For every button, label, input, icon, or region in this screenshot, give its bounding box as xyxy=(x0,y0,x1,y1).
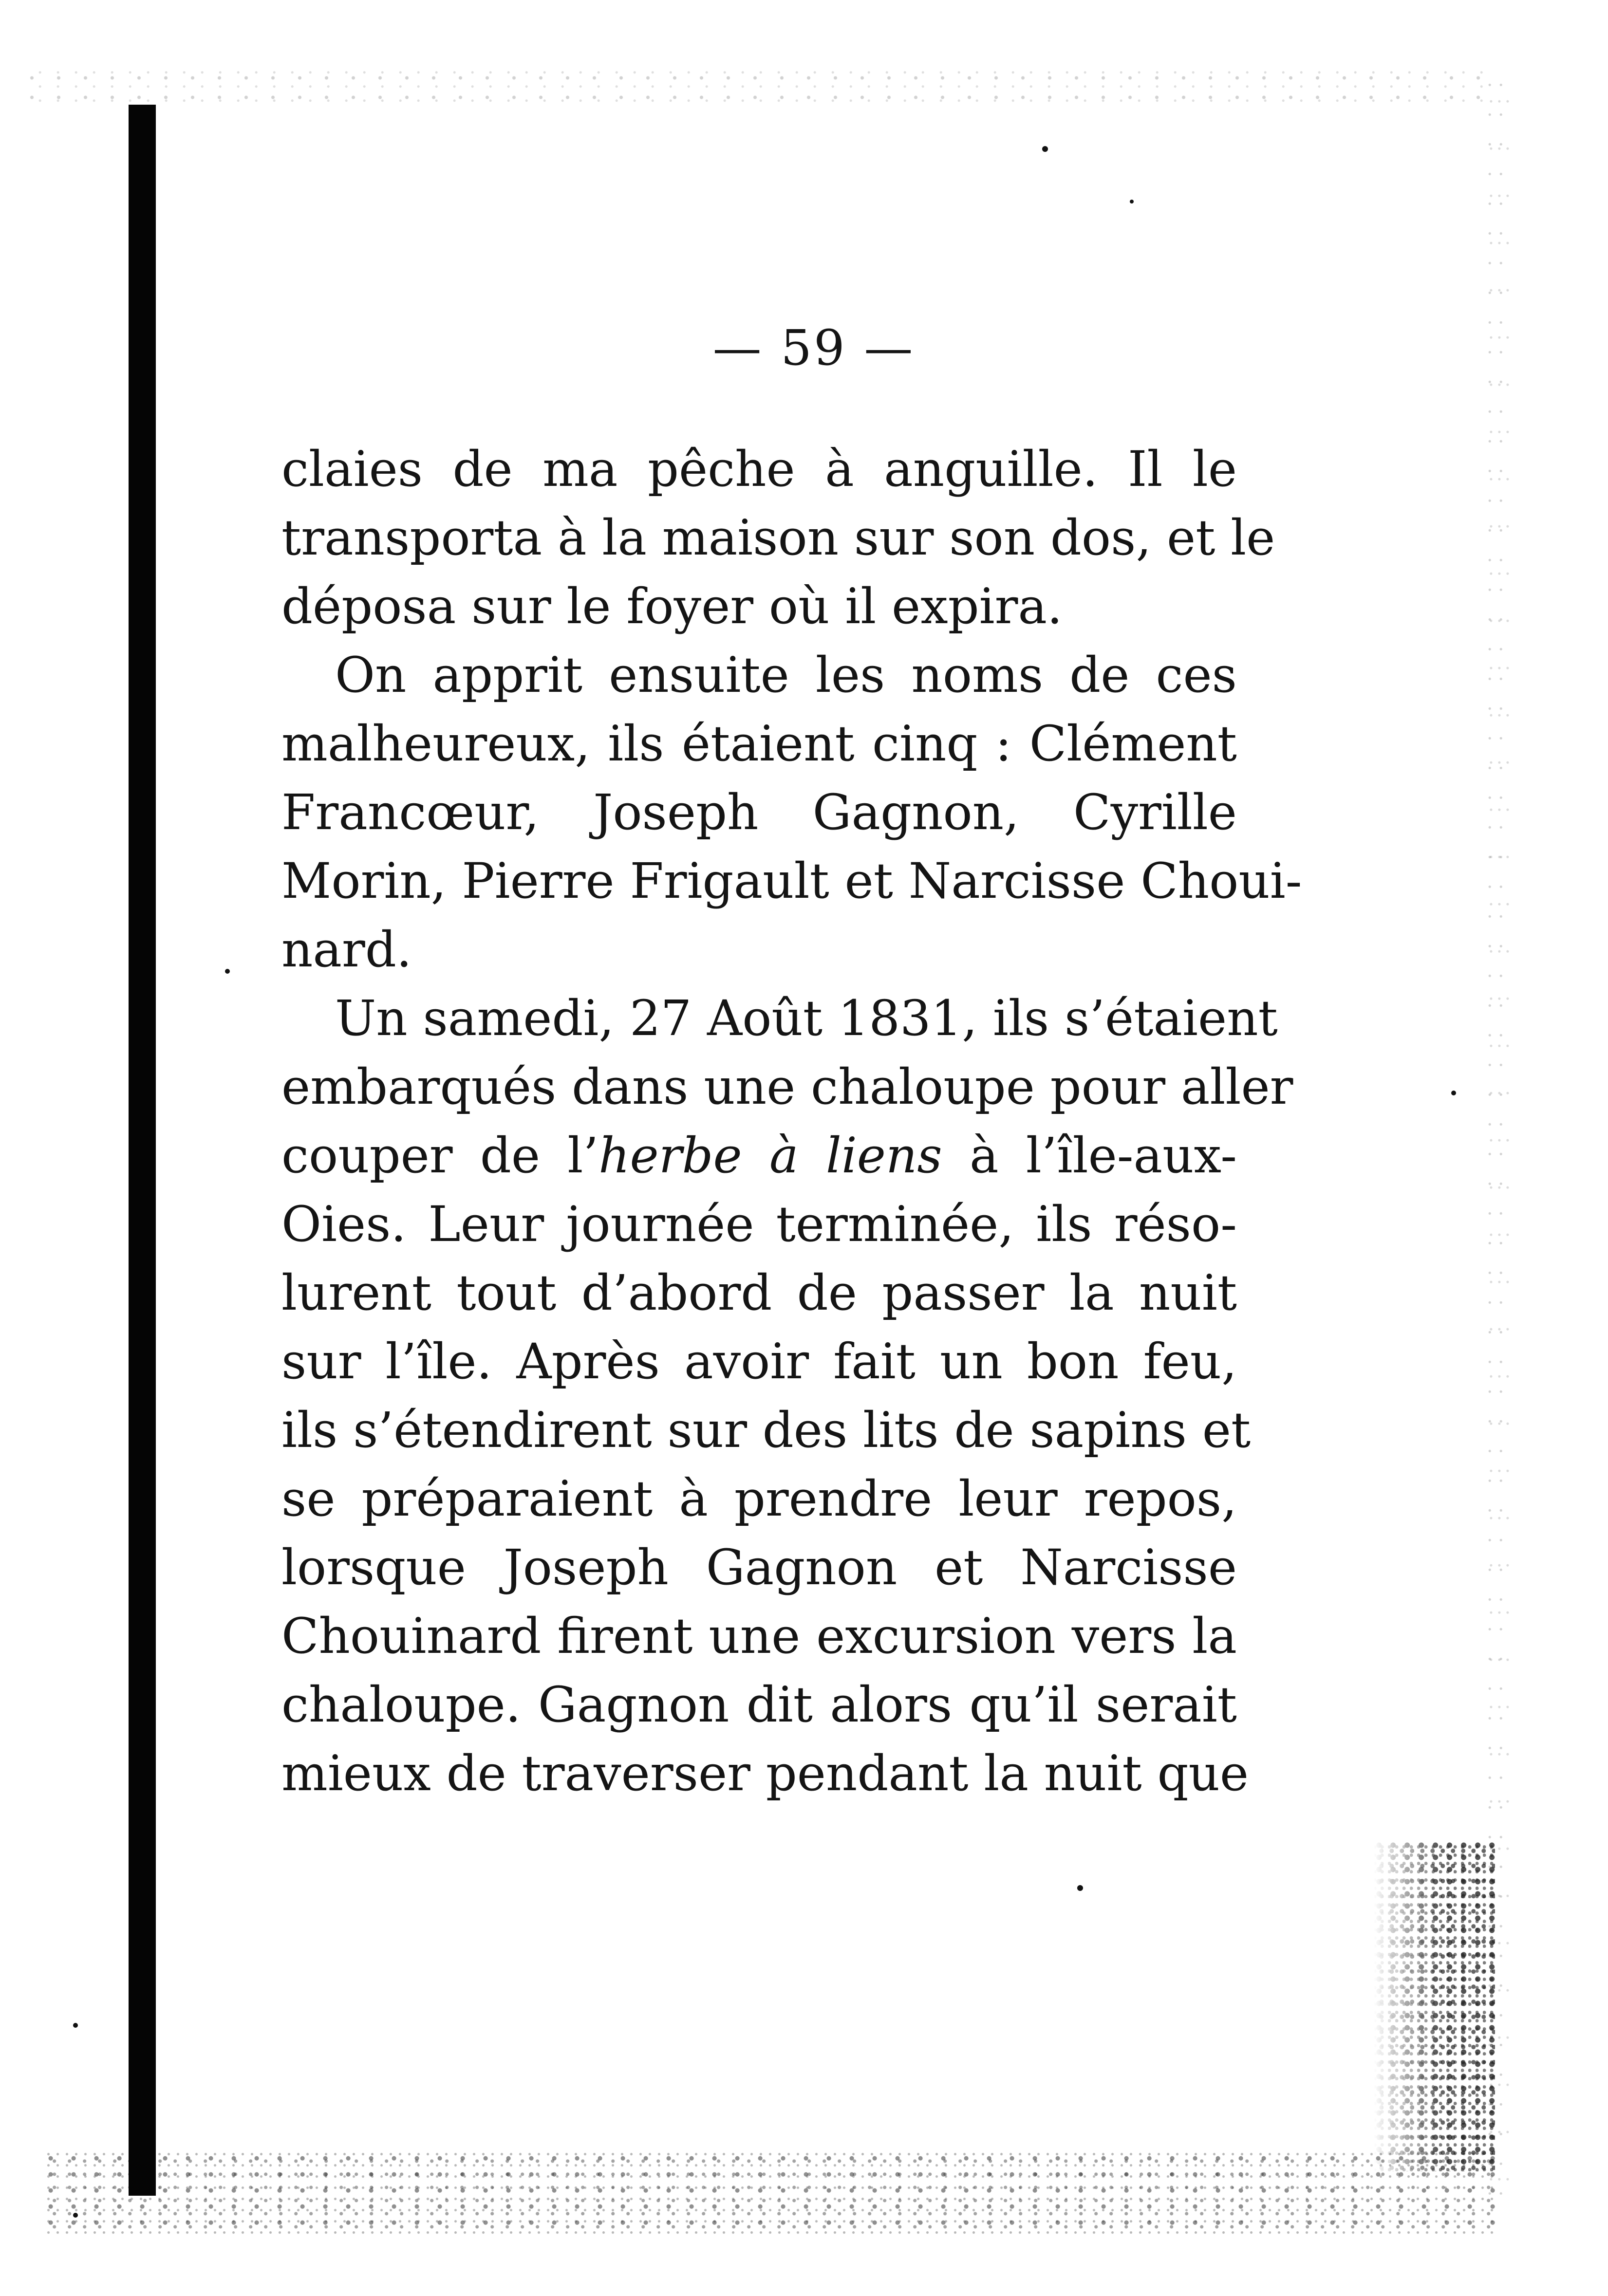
text-line: nard. xyxy=(281,921,412,978)
text-line: mieux de traverser pendant la nuit que xyxy=(281,1745,1249,1802)
text-line: ils s’étendirent sur des lits de sapins et xyxy=(281,1402,1251,1459)
body-text xyxy=(281,435,1302,1808)
page-bottom-edge-noise xyxy=(44,2152,1495,2235)
text-line: lurent tout d’abord de passer la nuit xyxy=(281,1264,1237,1321)
text-line: lorsque Joseph Gagnon et Narcisse xyxy=(281,1539,1237,1596)
text-line: claies de ma pêche à anguille. Il le xyxy=(281,441,1237,498)
ink-speck xyxy=(73,2023,78,2028)
text-line: Chouinard firent une excursion vers la xyxy=(281,1608,1237,1665)
ink-speck xyxy=(1042,146,1048,152)
text-line: Oies. Leur journée terminée, ils réso- xyxy=(281,1196,1237,1253)
text-line-with-italic xyxy=(281,1121,1237,1190)
page-top-edge-noise xyxy=(29,68,1490,112)
page-number: — 59 — xyxy=(712,319,915,376)
text-line: Francœur, Joseph Gagnon, Cyrille xyxy=(281,784,1237,841)
text-line: transporta à la maison sur son dos, et le xyxy=(281,509,1275,566)
text-segment: à l’île-aux- xyxy=(942,1127,1237,1184)
text-line: sur l’île. Après avoir fait un bon feu, xyxy=(281,1333,1237,1390)
page-corner-damage xyxy=(1373,1840,1495,2171)
text-line: chaloupe. Gagnon dit alors qu’il serait xyxy=(281,1676,1237,1733)
text-line: déposa sur le foyer où il expira. xyxy=(281,578,1063,635)
text-line: malheureux, ils étaient cinq : Clément xyxy=(281,715,1237,772)
binding-edge xyxy=(129,105,156,2196)
text-segment: couper de l’ xyxy=(281,1127,599,1184)
text-line: On apprit ensuite les noms de ces xyxy=(335,647,1237,704)
ink-speck xyxy=(1451,1091,1456,1095)
text-line: Un samedi, 27 Août 1831, ils s’étaient xyxy=(335,990,1278,1047)
ink-speck xyxy=(1077,1885,1083,1891)
text-line: embarqués dans une chaloupe pour aller xyxy=(281,1058,1293,1115)
italic-phrase: herbe à liens xyxy=(598,1127,942,1184)
ink-speck xyxy=(73,2213,78,2218)
text-line: se préparaient à prendre leur repos, xyxy=(281,1470,1237,1527)
ink-speck xyxy=(225,969,230,974)
text-line: Morin, Pierre Frigault et Narcisse Choui- xyxy=(281,852,1302,909)
ink-speck xyxy=(1130,200,1134,204)
